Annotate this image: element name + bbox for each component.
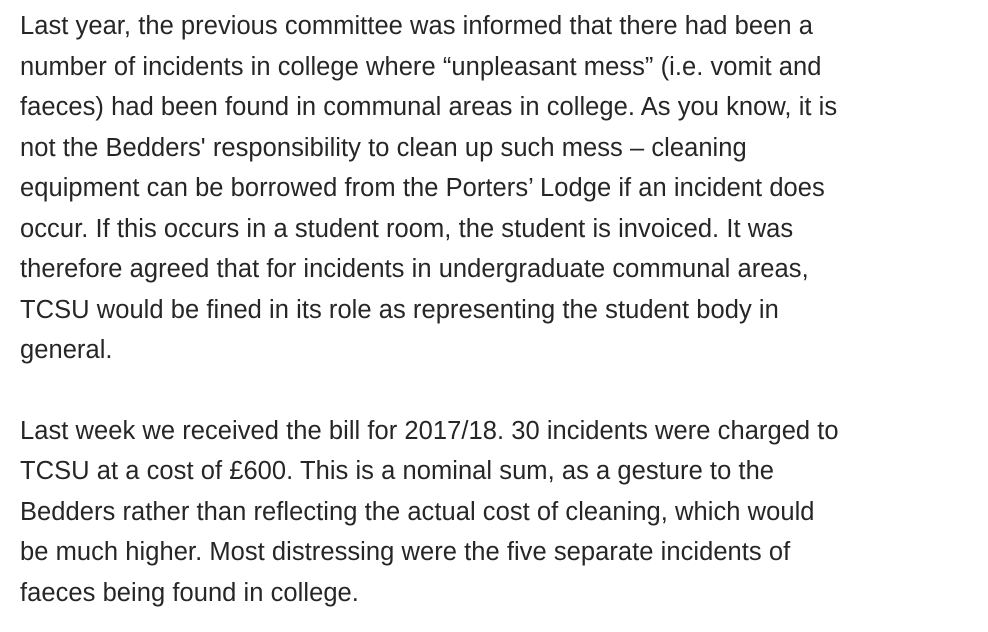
text-line: occur. If this occurs in a student room, the student is invoiced. It was: [20, 214, 794, 243]
text-line: faeces being found in college.: [20, 578, 359, 607]
text-line: not the Bedders' responsibility to clean up such mess – cleaning: [20, 133, 747, 162]
text-line: be much higher. Most distressing were the five separate incidents of: [20, 538, 791, 566]
text-line: TCSU at a cost of £600. This is a nominal sum, as a gesture to the: [20, 457, 775, 485]
text-line: faeces) had been found in communal areas in college. As you know, it is: [20, 93, 838, 121]
paragraph-2: [20, 411, 970, 614]
text-line: Bedders rather than reflecting the actual cost of cleaning, which would: [20, 497, 815, 526]
paragraph-1: [20, 6, 970, 371]
text-line: Last week we received the bill for 2017/18. 30 incidents were charged to: [20, 416, 839, 445]
text-line: TCSU would be fined in its role as representing the student body in: [20, 295, 779, 324]
text-line: Last year, the previous committee was informed that there had been a: [20, 12, 813, 40]
text-line: equipment can be borrowed from the Porters’ Lodge if an incident does: [20, 174, 825, 202]
text-line: general.: [20, 336, 113, 364]
text-line: therefore agreed that for incidents in undergraduate communal areas,: [20, 255, 809, 283]
text-line: number of incidents in college where “unpleasant mess” (i.e. vomit and: [20, 52, 822, 81]
